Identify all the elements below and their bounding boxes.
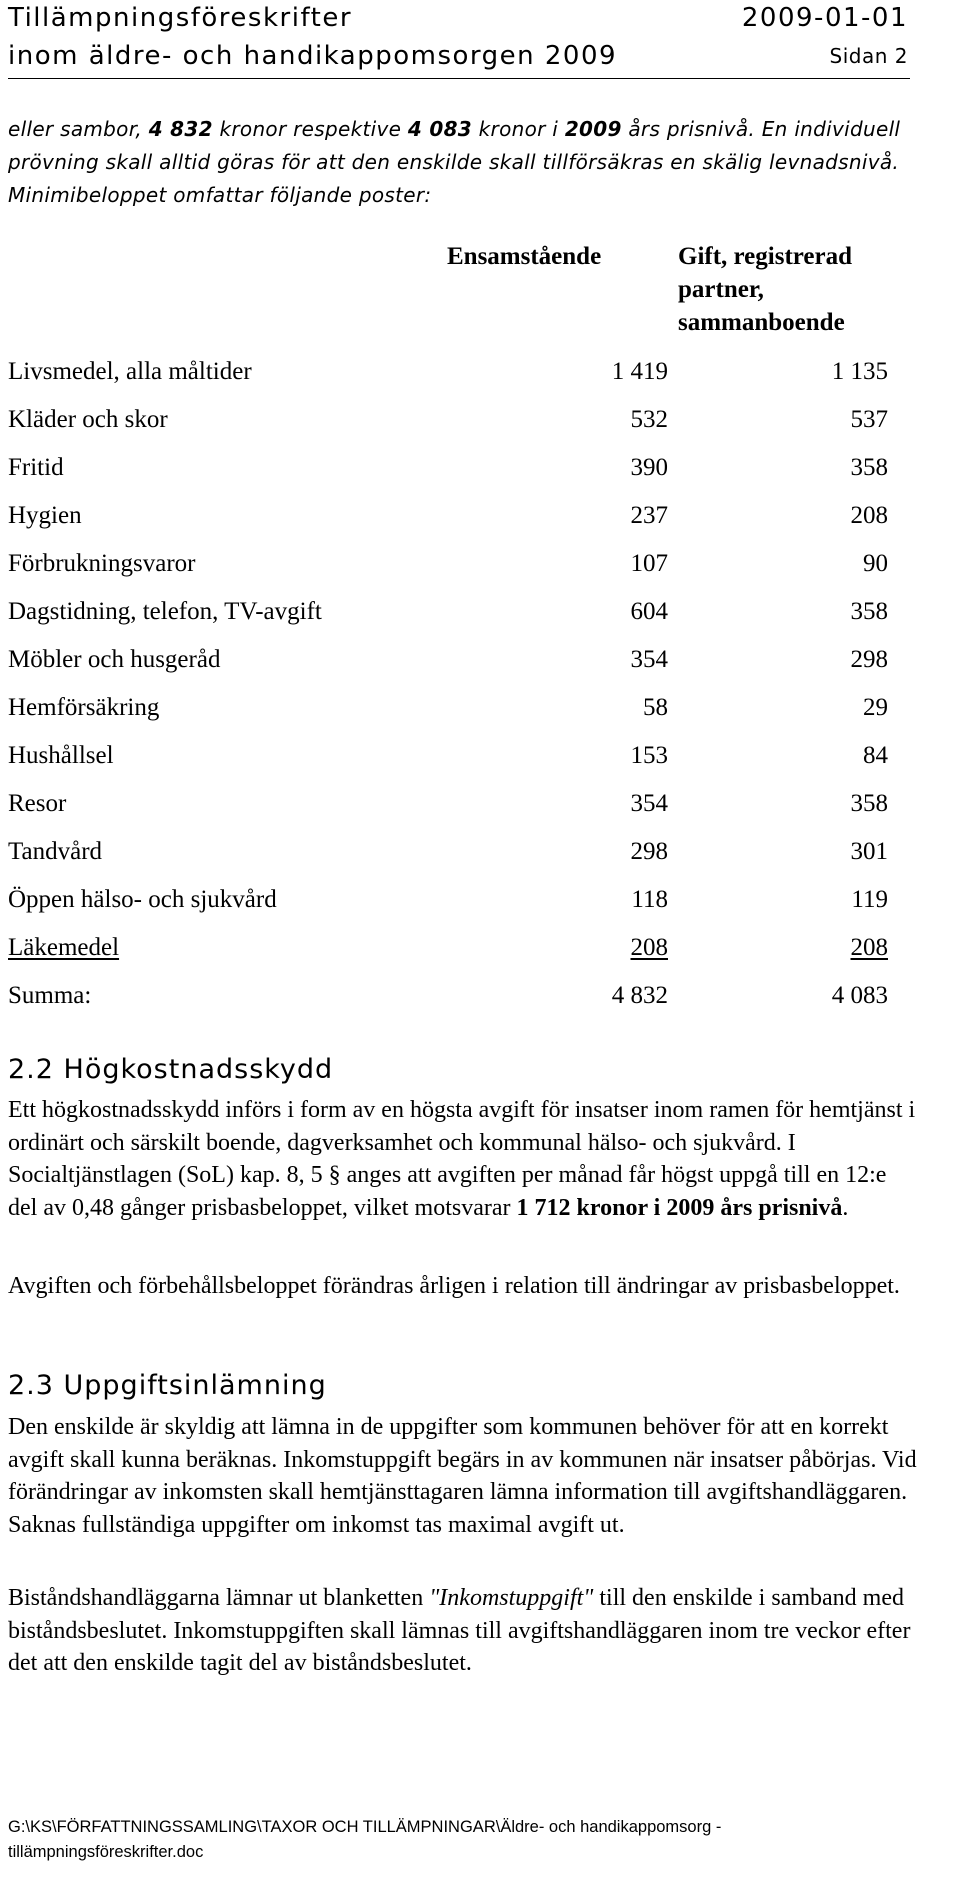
document-subtitle: inom äldre- och handikappomsorgen 2009 bbox=[8, 41, 618, 71]
max-fee-amount: 1 712 kronor i 2009 års prisnivå bbox=[516, 1194, 843, 1221]
row-label: Möbler och husgeråd bbox=[8, 646, 221, 673]
header-row-2 bbox=[8, 38, 908, 74]
column-header-single: Ensamstående bbox=[447, 243, 602, 270]
value-couple: 208 bbox=[850, 934, 888, 961]
row-label: Hygien bbox=[8, 502, 82, 529]
value-single: 354 bbox=[630, 790, 668, 817]
value-couple: 208 bbox=[850, 502, 888, 529]
intro-paragraph bbox=[8, 113, 908, 212]
value-single: 532 bbox=[630, 406, 668, 433]
section-2-2-paragraph-1: Ett högkostnadsskydd införs i form av en högsta avgift för insatser inom ramen för hemtjänst i ordinärt och särskilt boende, dagverksamhet och kommunal hälso- och sjukvård. I Socialtjänstlagen (SoL) kap. 8, 5 § anges att avgiften per månad får högst uppgå till en 12:e del av 0,48 gånger prisbasbeloppet, vilket motsvarar 1 712 kronor i 2009 års prisnivå. bbox=[8, 1097, 916, 1221]
row-label: Livsmedel, alla måltider bbox=[8, 358, 252, 385]
total-couple: 4 083 bbox=[831, 982, 888, 1009]
value-single: 58 bbox=[643, 694, 668, 721]
section-heading-2-3: 2.3 Uppgiftsinlämning bbox=[8, 1370, 327, 1401]
row-label: Läkemedel bbox=[8, 934, 120, 961]
table-row bbox=[8, 739, 888, 787]
value-single: 390 bbox=[630, 454, 668, 481]
price-year: 2009 bbox=[564, 117, 622, 141]
table-row bbox=[8, 451, 888, 499]
amount-single: 4 832 bbox=[148, 117, 213, 141]
page-number: Sidan 2 bbox=[829, 44, 908, 68]
value-single: 208 bbox=[630, 934, 668, 961]
value-couple: 537 bbox=[850, 406, 888, 433]
value-single: 107 bbox=[630, 550, 668, 577]
section-heading-2-2: 2.2 Högkostnadsskydd bbox=[8, 1054, 334, 1085]
table-row bbox=[8, 787, 888, 835]
minimum-amount-table bbox=[8, 355, 888, 1027]
value-single: 118 bbox=[631, 886, 668, 913]
total-single: 4 832 bbox=[611, 982, 668, 1009]
document-date: 2009-01-01 bbox=[741, 3, 908, 33]
value-single: 237 bbox=[630, 502, 668, 529]
document-title: Tillämpningsföreskrifter bbox=[8, 3, 353, 33]
table-row bbox=[8, 643, 888, 691]
value-single: 604 bbox=[630, 598, 668, 625]
value-couple: 119 bbox=[851, 886, 888, 913]
value-couple: 1 135 bbox=[831, 358, 888, 385]
value-single: 1 419 bbox=[611, 358, 668, 385]
row-label: Fritid bbox=[8, 454, 64, 481]
value-couple: 358 bbox=[850, 790, 888, 817]
table-row bbox=[8, 595, 888, 643]
value-couple: 84 bbox=[863, 742, 888, 769]
table-row bbox=[8, 931, 888, 979]
row-label: Tandvård bbox=[8, 838, 103, 865]
value-couple: 298 bbox=[850, 646, 888, 673]
table-row bbox=[8, 403, 888, 451]
section-2-3-paragraph-2: Biståndshandläggarna lämnar ut blanketten "Inkomstuppgift" till den enskilde i samband med biståndsbeslutet. Inkomstuppgiften skall lämnas till avgiftshandläggaren inom tre veckor efter det att den enskilde tagit del av biståndsbeslutet. bbox=[8, 1585, 911, 1676]
section-2-2-paragraph-2: Avgiften och förbehållsbeloppet förändras årligen i relation till ändringar av prisbasbeloppet. bbox=[8, 1273, 900, 1299]
file-path-footer: G:\KS\FÖRFATTNINGSSAMLING\TAXOR OCH TILLÄMPNINGAR\Äldre- och handikappomsorg - tillämpningsföreskrifter.doc bbox=[8, 1818, 722, 1861]
header-divider bbox=[8, 78, 910, 79]
value-single: 153 bbox=[630, 742, 668, 769]
value-couple: 301 bbox=[850, 838, 888, 865]
column-header-couple: Gift, registrerad partner, sammanboende bbox=[678, 243, 853, 336]
row-label: Hemförsäkring bbox=[8, 694, 160, 721]
row-label: Resor bbox=[8, 790, 67, 817]
total-label: Summa: bbox=[8, 982, 92, 1009]
value-couple: 29 bbox=[863, 694, 888, 721]
value-single: 298 bbox=[630, 838, 668, 865]
table-row bbox=[8, 835, 888, 883]
table-total-row bbox=[8, 979, 888, 1027]
row-label: Öppen hälso- och sjukvård bbox=[8, 886, 277, 913]
row-label: Förbrukningsvaror bbox=[8, 550, 196, 577]
value-couple: 358 bbox=[850, 454, 888, 481]
value-couple: 90 bbox=[863, 550, 888, 577]
amount-couple: 4 083 bbox=[407, 117, 473, 141]
header-row-1 bbox=[8, 0, 908, 36]
form-name: "Inkomstuppgift" bbox=[429, 1585, 594, 1611]
table-row bbox=[8, 547, 888, 595]
table-row bbox=[8, 499, 888, 547]
row-label: Kläder och skor bbox=[8, 406, 168, 433]
table-row bbox=[8, 691, 888, 739]
intro-line-1: eller sambor, 4 832 kronor respektive 4 083 kronor i 2009 års prisnivå. En individuell bbox=[8, 117, 901, 141]
row-label: Hushållsel bbox=[8, 742, 114, 769]
section-2-3-paragraph-1: Den enskilde är skyldig att lämna in de uppgifter som kommunen behöver för att en korrekt avgift skall kunna beräknas. Inkomstuppgift begärs in av kommunen när insatser påbörjas. Vid förändringar av inkomsten skall hemtjänsttagaren lämna information till avgiftshandläggaren. Saknas fullständiga uppgifter om inkomst tas maximal avgift ut. bbox=[8, 1414, 917, 1538]
intro-line-2: prövning skall alltid göras för att den enskilde skall tillförsäkras en skälig levnadsnivå. bbox=[8, 150, 900, 174]
table-row bbox=[8, 883, 888, 931]
value-couple: 358 bbox=[850, 598, 888, 625]
intro-line-3: Minimibeloppet omfattar följande poster: bbox=[8, 183, 432, 207]
table-row bbox=[8, 355, 888, 403]
row-label: Dagstidning, telefon, TV-avgift bbox=[8, 598, 322, 625]
value-single: 354 bbox=[630, 646, 668, 673]
